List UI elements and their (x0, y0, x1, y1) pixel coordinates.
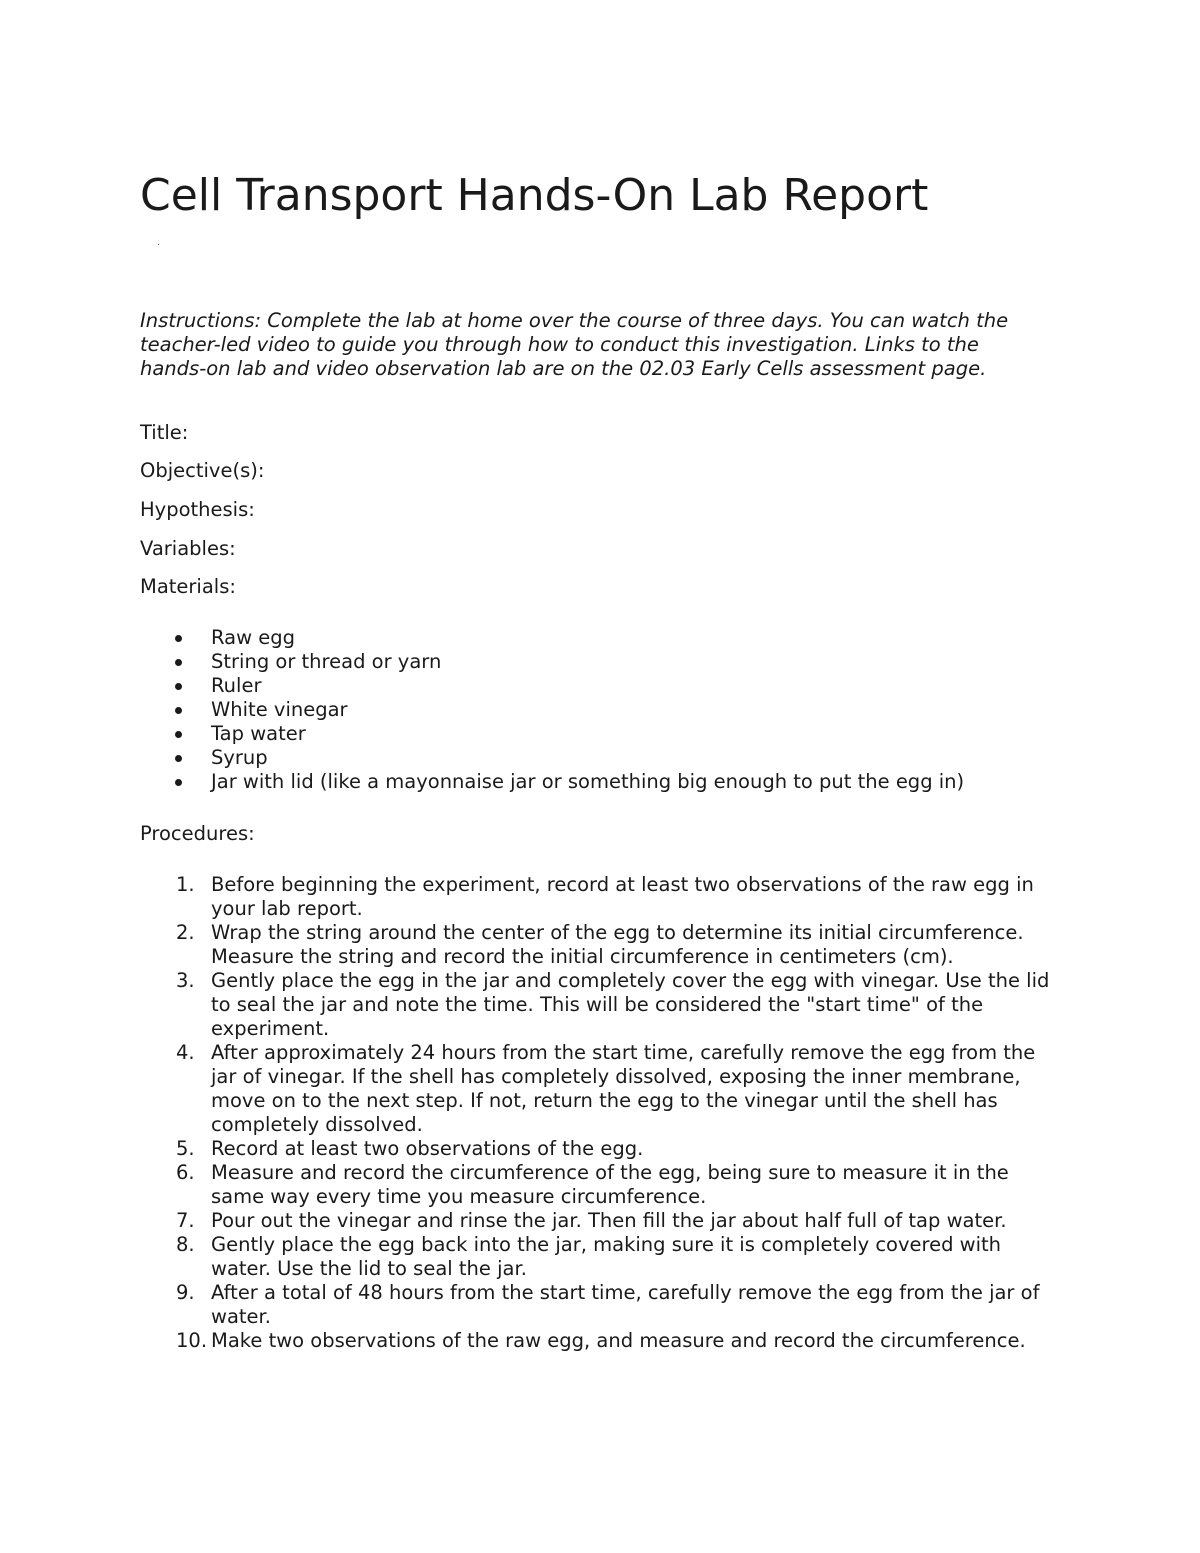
step-text: Make two observations of the raw egg, and measure and record the circumference. (211, 1329, 1026, 1352)
materials-list-item (140, 746, 964, 770)
step-number: 1. (176, 873, 195, 896)
materials-list (140, 626, 964, 794)
material-text: White vinegar (211, 698, 348, 721)
procedure-step (140, 1209, 1059, 1233)
title-field-label: Title: (140, 421, 189, 444)
step-number: 7. (176, 1209, 195, 1232)
step-text: Measure and record the circumference of the egg, being sure to measure it in the same way every time you measure circumference. (211, 1161, 1009, 1208)
step-number: 4. (176, 1041, 195, 1064)
step-text: Before beginning the experiment, record at least two observations of the raw egg in your lab report. (211, 873, 1034, 920)
step-number: 10. (176, 1329, 208, 1352)
procedure-step (140, 1137, 1059, 1161)
procedure-step (140, 921, 1059, 969)
procedures-label: Procedures: (140, 822, 255, 845)
hypothesis-field-label: Hypothesis: (140, 498, 255, 521)
material-text: Raw egg (211, 626, 295, 649)
variables-field-label: Variables: (140, 537, 236, 560)
procedures-list (140, 873, 1070, 1353)
material-text: String or thread or yarn (211, 650, 442, 673)
step-number: 5. (176, 1137, 195, 1160)
procedure-step (140, 1329, 1059, 1353)
materials-list-item (140, 770, 964, 794)
procedure-step (140, 1281, 1059, 1329)
procedure-step (140, 873, 1059, 921)
step-number: 2. (176, 921, 195, 944)
bullet-icon (175, 779, 182, 786)
materials-list-item (140, 698, 964, 722)
bullet-icon (175, 731, 182, 738)
step-text: After a total of 48 hours from the start time, carefully remove the egg from the jar of water. (211, 1281, 1040, 1328)
procedure-step (140, 969, 1059, 1041)
materials-list-item (140, 722, 964, 746)
instructions-paragraph: Instructions: Complete the lab at home over the course of three days. You can watch the teacher-led video to guide you through how to conduct this investigation. Links to the hands-on lab and video observation lab are on the 02.03 Early Cells assessment page. (140, 309, 1009, 380)
step-number: 6. (176, 1161, 195, 1184)
document-title: Cell Transport Hands-On Lab Report (140, 170, 929, 221)
bullet-icon (175, 755, 182, 762)
materials-list-item (140, 626, 964, 650)
step-number: 8. (176, 1233, 195, 1256)
procedure-step (140, 1233, 1059, 1281)
step-text: Gently place the egg back into the jar, making sure it is completely covered with water. Use the lid to seal the jar. (211, 1233, 1002, 1280)
procedure-step (140, 1161, 1059, 1209)
step-text: Gently place the egg in the jar and completely cover the egg with vinegar. Use the lid to seal the jar and note the time. This will be considered the "start time" of the experiment. (211, 969, 1050, 1040)
material-text: Ruler (211, 674, 262, 697)
bullet-icon (175, 707, 182, 714)
step-text: Pour out the vinegar and rinse the jar. Then fill the jar about half full of tap water. (211, 1209, 1007, 1232)
materials-list-item (140, 650, 964, 674)
step-number: 9. (176, 1281, 195, 1304)
bullet-icon (175, 659, 182, 666)
step-text: Record at least two observations of the egg. (211, 1137, 644, 1160)
procedure-step (140, 1041, 1059, 1137)
bullet-icon (175, 635, 182, 642)
material-text: Tap water (211, 722, 306, 745)
step-text: After approximately 24 hours from the start time, carefully remove the egg from the jar of vinegar. If the shell has completely dissolved, exposing the inner membrane, move on to the next step. If not, return the egg to the vinegar until the shell has completely dissolved. (211, 1041, 1036, 1136)
step-text: Wrap the string around the center of the egg to determine its initial circumference. Measure the string and record the initial circumference in centimeters (cm). (211, 921, 1024, 968)
step-number: 3. (176, 969, 195, 992)
title-mark: · (157, 240, 161, 251)
material-text: Syrup (211, 746, 268, 769)
materials-field-label: Materials: (140, 575, 236, 598)
material-text: Jar with lid (like a mayonnaise jar or something big enough to put the egg in) (211, 770, 965, 793)
bullet-icon (175, 683, 182, 690)
objective-field-label: Objective(s): (140, 459, 265, 482)
materials-list-item (140, 674, 964, 698)
